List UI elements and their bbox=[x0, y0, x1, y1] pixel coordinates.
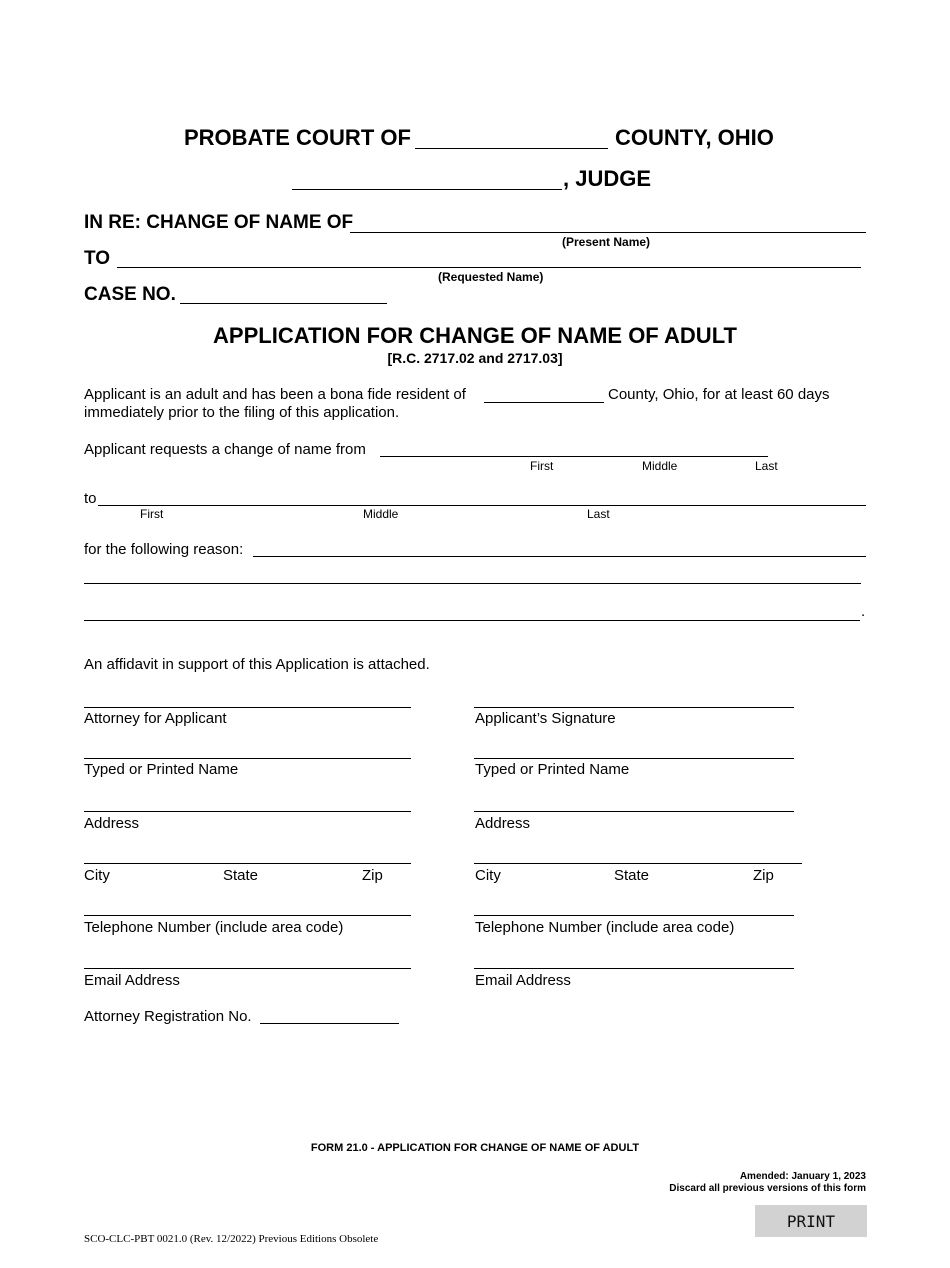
applicant-address-label: Address bbox=[475, 815, 531, 832]
applicant-phone-label: Telephone Number (include area code) bbox=[475, 919, 735, 936]
applicant-city-line[interactable] bbox=[474, 863, 802, 864]
applicant-phone-line[interactable] bbox=[474, 915, 794, 916]
attorney-name-label: Typed or Printed Name bbox=[84, 761, 239, 778]
print-button[interactable]: PRINT bbox=[755, 1205, 867, 1237]
attorney-address-label: Address bbox=[84, 815, 140, 832]
reason-label: for the following reason: bbox=[84, 541, 244, 558]
applicant-signature-line[interactable] bbox=[474, 707, 794, 708]
attorney-email-label: Email Address bbox=[84, 972, 180, 989]
attorney-phone-line[interactable] bbox=[84, 915, 411, 916]
to-middle-hint: Middle bbox=[363, 507, 399, 521]
attorney-address-line[interactable] bbox=[84, 811, 411, 812]
present-name-blank[interactable] bbox=[350, 232, 866, 233]
judge-label: , JUDGE bbox=[563, 166, 652, 191]
form-code: SCO-CLC-PBT 0021.0 (Rev. 12/2022) Previous Editions Obsolete bbox=[84, 1233, 379, 1245]
from-middle-hint: Middle bbox=[642, 459, 678, 473]
county-ohio-label: COUNTY, OHIO bbox=[615, 125, 774, 150]
attorney-name-line[interactable] bbox=[84, 758, 411, 759]
to-name-label: to bbox=[84, 490, 97, 507]
from-first-hint: First bbox=[530, 459, 554, 473]
amended-date: Amended: January 1, 2023 bbox=[739, 1171, 866, 1182]
applicant-zip-label: Zip bbox=[753, 867, 774, 884]
reason-line-1[interactable] bbox=[253, 556, 866, 557]
discard-notice: Discard all previous versions of this form bbox=[669, 1183, 866, 1194]
to-label: TO bbox=[84, 248, 111, 269]
in-re-label: IN RE: CHANGE OF NAME OF bbox=[84, 212, 354, 233]
change-from-label: Applicant requests a change of name from bbox=[84, 441, 366, 458]
attorney-registration-label: Attorney Registration No. bbox=[84, 1008, 252, 1025]
attorney-city-line[interactable] bbox=[84, 863, 411, 864]
applicant-email-label: Email Address bbox=[475, 972, 571, 989]
attorney-zip-label: Zip bbox=[362, 867, 383, 884]
reason-line-2[interactable] bbox=[84, 583, 861, 584]
new-name-blank[interactable] bbox=[98, 505, 866, 506]
residency-county-blank[interactable] bbox=[484, 402, 604, 403]
case-no-label: CASE NO. bbox=[84, 284, 176, 305]
residency-text-2: County, Ohio, for at least 60 days bbox=[608, 386, 830, 403]
attorney-label: Attorney for Applicant bbox=[84, 710, 227, 727]
attorney-signature-line[interactable] bbox=[84, 707, 411, 708]
reason-period: . bbox=[861, 603, 866, 620]
residency-text: Applicant is an adult and has been a bona fide resident of bbox=[84, 386, 466, 403]
judge-name-blank[interactable] bbox=[292, 189, 562, 190]
footer-form-title: FORM 21.0 - APPLICATION FOR CHANGE OF NAME OF ADULT bbox=[310, 1142, 640, 1154]
reason-line-3[interactable] bbox=[84, 620, 860, 621]
county-blank[interactable] bbox=[415, 148, 608, 149]
applicant-state-label: State bbox=[614, 867, 650, 884]
present-name-hint: (Present Name) bbox=[562, 235, 651, 249]
attorney-email-line[interactable] bbox=[84, 968, 411, 969]
affidavit-statement: An affidavit in support of this Application is attached. bbox=[84, 656, 430, 673]
applicant-address-line[interactable] bbox=[474, 811, 794, 812]
attorney-phone-label: Telephone Number (include area code) bbox=[84, 919, 344, 936]
applicant-email-line[interactable] bbox=[474, 968, 794, 969]
to-first-hint: First bbox=[140, 507, 164, 521]
applicant-name-line[interactable] bbox=[474, 758, 794, 759]
statute-reference: [R.C. 2717.02 and 2717.03] bbox=[387, 350, 563, 366]
case-no-blank[interactable] bbox=[180, 303, 387, 304]
form-title: APPLICATION FOR CHANGE OF NAME OF ADULT bbox=[213, 323, 737, 348]
attorney-city-label: City bbox=[84, 867, 110, 884]
requested-name-blank[interactable] bbox=[117, 267, 861, 268]
residency-text-3: immediately prior to the filing of this application. bbox=[84, 404, 400, 421]
applicant-name-label: Typed or Printed Name bbox=[475, 761, 630, 778]
attorney-registration-line[interactable] bbox=[260, 1023, 399, 1024]
from-last-hint: Last bbox=[755, 459, 778, 473]
applicant-city-label: City bbox=[475, 867, 501, 884]
requested-name-hint: (Requested Name) bbox=[438, 270, 544, 284]
applicant-signature-label: Applicant’s Signature bbox=[475, 710, 616, 727]
current-name-blank[interactable] bbox=[380, 456, 768, 457]
to-last-hint: Last bbox=[587, 507, 610, 521]
court-label: PROBATE COURT OF bbox=[184, 125, 411, 150]
attorney-state-label: State bbox=[223, 867, 259, 884]
